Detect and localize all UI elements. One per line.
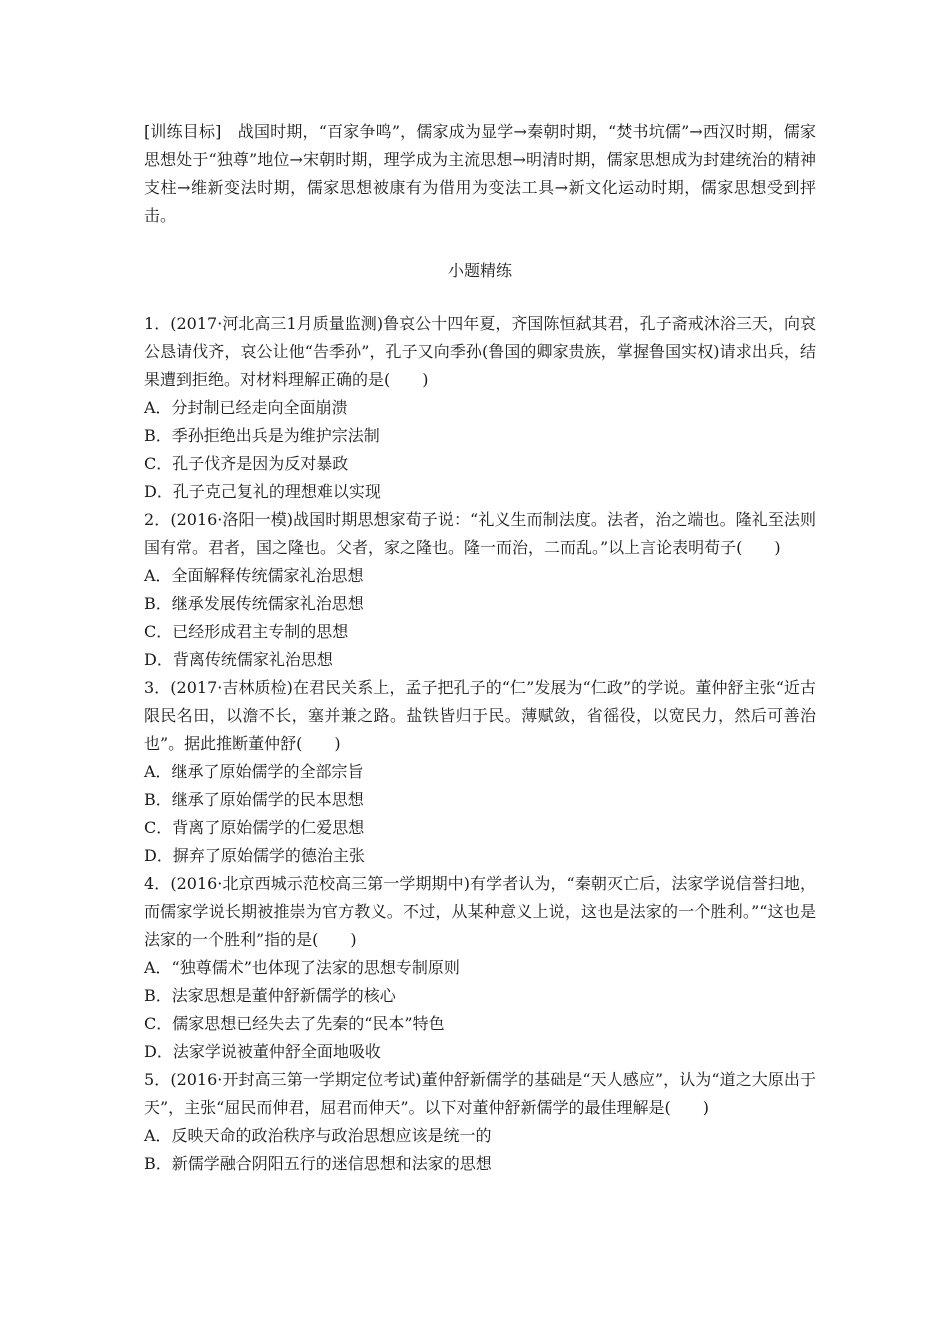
option-c: C．已经形成君主专制的思想	[144, 622, 349, 641]
section-title: 小题精练	[447, 261, 512, 280]
option-b: B．继承发展传统儒家礼治思想	[144, 594, 364, 613]
training-goal-paragraph: [训练目标] 战国时期，“百家争鸣”，儒家成为显学→秦朝时期，“焚书坑儒”→西汉时期，儒家思想处于“独尊”地位→宋朝时期，理学成为主流思想→明清时期，儒家思想成为封建统治的精神支柱→维新变法时期，儒家思想被康有为借用为变法工具→新文化运动时期，儒家思想受到抨击。	[144, 122, 816, 225]
option-b: B．法家思想是董仲舒新儒学的核心	[144, 986, 396, 1005]
question-stem: 1．(2017·河北高三1月质量监测)鲁哀公十四年夏，齐国陈恒弑其君，孔子斋戒沐浴三天，向哀公恳请伐齐，哀公让他“告季孙”，孔子又向季孙(鲁国的卿家贵族，掌握鲁国实权)请求出兵，结果遭到拒绝。对材料理解正确的是( )	[144, 314, 816, 389]
option-d: D．背离传统儒家礼治思想	[144, 650, 333, 669]
option-a: A．全面解释传统儒家礼治思想	[144, 566, 364, 585]
option-a: A．“独尊儒术”也体现了法家的思想专制原则	[144, 958, 460, 977]
option-c: C．背离了原始儒学的仁爱思想	[144, 818, 365, 837]
option-d: D．孔子克己复礼的理想难以实现	[144, 482, 381, 501]
option-c: C．儒家思想已经失去了先秦的“民本”特色	[144, 1014, 445, 1033]
question-2	[144, 506, 816, 674]
option-d: D．法家学说被董仲舒全面地吸收	[144, 1042, 381, 1061]
question-stem: 3．(2017·吉林质检)在君民关系上，孟子把孔子的“仁”发展为“仁政”的学说。董仲舒主张“近古限民名田，以澹不长，塞并兼之路。盐铁皆归于民。薄赋敛，省徭役，以宽民力，然后可善治也”。据此推断董仲舒( )	[144, 678, 816, 753]
option-b: B．季孙拒绝出兵是为维护宗法制	[144, 426, 380, 445]
question-stem: 5．(2016·开封高三第一学期定位考试)董仲舒新儒学的基础是“天人感应”，认为“道之大原出于天”，主张“屈民而伸君，屈君而伸天”。以下对董仲舒新儒学的最佳理解是( )	[144, 1070, 816, 1117]
option-c: C．孔子伐齐是因为反对暴政	[144, 454, 349, 473]
option-b: B．继承了原始儒学的民本思想	[144, 790, 364, 809]
option-b: B．新儒学融合阴阳五行的迷信思想和法家的思想	[144, 1154, 492, 1173]
option-d: D．摒弃了原始儒学的德治主张	[144, 846, 365, 865]
question-stem: 4．(2016·北京西城示范校高三第一学期期中)有学者认为，“秦朝灭亡后，法家学说信誉扫地，而儒家学说长期被推崇为官方教义。不过，从某种意义上说，这也是法家的一个胜利。”“这也是法家的一个胜利”指的是( )	[144, 874, 816, 949]
question-4	[144, 870, 816, 1066]
option-a: A．反映天命的政治秩序与政治思想应该是统一的	[144, 1126, 492, 1145]
option-a: A．分封制已经走向全面崩溃	[144, 398, 348, 417]
document-page	[144, 118, 816, 1178]
option-a: A．继承了原始儒学的全部宗旨	[144, 762, 364, 781]
question-1	[144, 310, 816, 506]
question-3	[144, 674, 816, 870]
question-stem: 2．(2016·洛阳一模)战国时期思想家荀子说：“礼义生而制法度。法者，治之端也。隆礼至法则国有常。君者，国之隆也。父者，家之隆也。隆一而治，二而乱。”以上言论表明荀子( )	[144, 510, 816, 557]
question-5	[144, 1066, 816, 1178]
